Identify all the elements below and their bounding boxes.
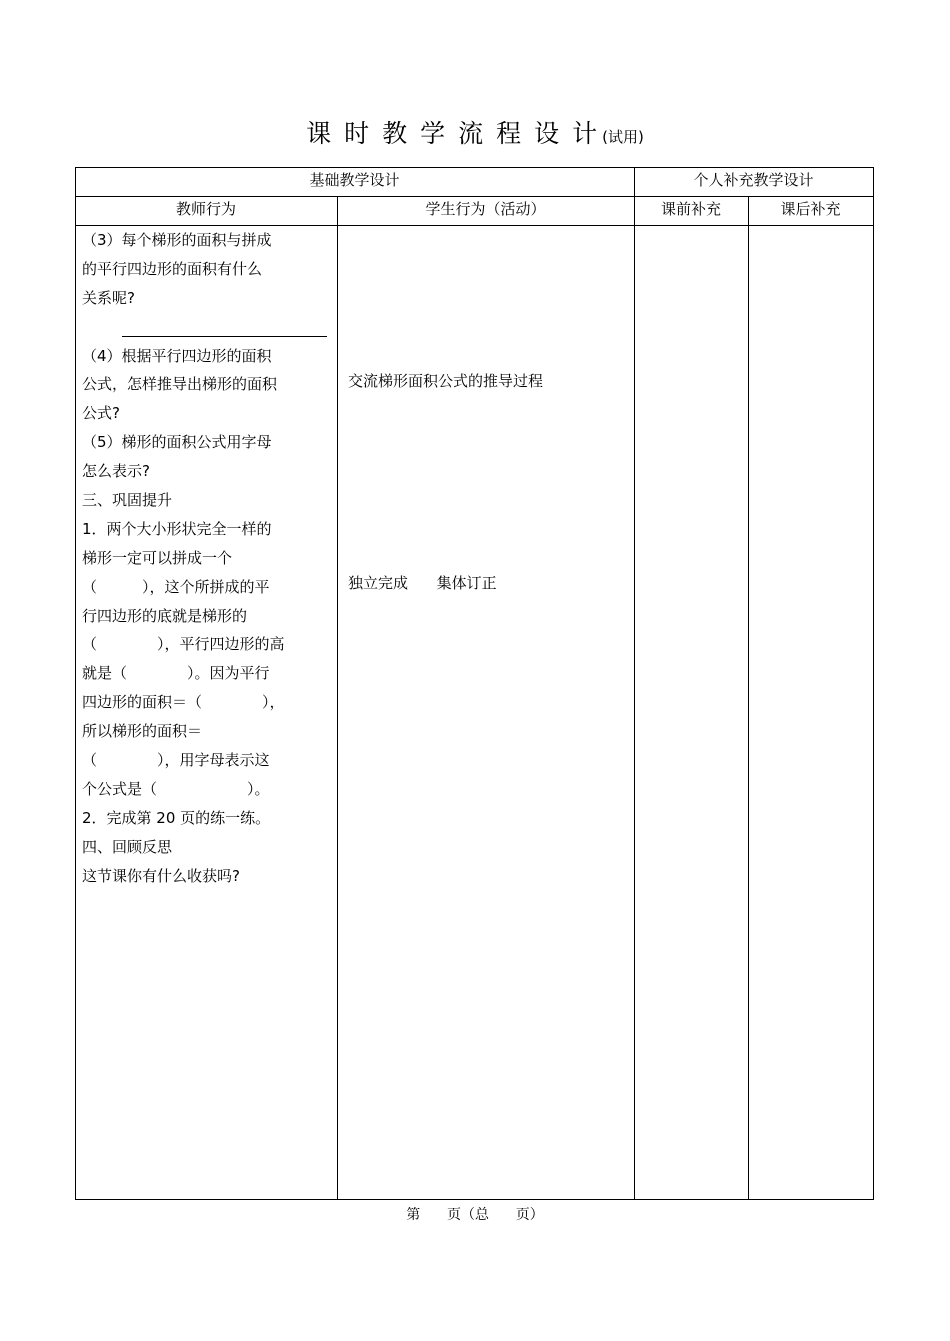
teacher-line: 所以梯形的面积＝ [82,722,203,741]
teacher-line: 四边形的面积＝（ ）， [82,693,285,712]
header-personal-design: 个人补充教学设计 [693,171,814,189]
header-post-class: 课后补充 [780,200,841,218]
page-footer: 第 页（总 页） [406,1207,544,1223]
header-pre-class: 课前补充 [660,200,721,218]
table-col-divider-1 [337,196,338,1200]
title-main: 课时教学流程设计 [306,119,611,148]
teacher-line: （ ），平行四边形的高 [82,635,285,654]
teacher-behavior-cell [82,226,334,890]
header-teacher-behavior: 教师行为 [175,200,236,218]
teacher-line: （ ），用字母表示这 [82,751,270,770]
teacher-line: （4）根据平行四边形的面积 [82,346,272,365]
header-basic-design: 基础教学设计 [309,171,400,189]
teacher-line: 怎么表示? [82,462,150,481]
teacher-line: （5）梯形的面积公式用字母 [82,433,272,452]
teacher-line: 1．两个大小形状完全一样的 [82,519,272,538]
teacher-line: 关系呢? [82,288,135,307]
teacher-line: 四、回顾反思 [82,837,173,856]
table-left-border [75,167,76,1200]
title-sub: (试用) [602,128,644,146]
page-title [0,116,950,155]
teacher-line: 的平行四边形的面积有什么 [82,259,263,278]
teacher-line: 2．完成第 20 页的练一练。 [82,808,271,827]
table-bottom-border [75,1199,874,1200]
teacher-line: （3）每个梯形的面积与拼成 [82,231,272,249]
teacher-line: 公式? [82,404,120,423]
teacher-line: （ ），这个所拼成的平 [82,577,270,596]
teacher-line: 三、巩固提升 [82,491,173,510]
teacher-line [82,313,334,342]
student-note-practice: 独立完成 集体订正 [348,574,497,592]
table-right-border [873,167,874,1200]
teacher-line: 公式，怎样推导出梯形的面积 [82,375,278,394]
teacher-line: 梯形一定可以拼成一个 [82,548,233,567]
student-note-derive: 交流梯形面积公式的推导过程 [348,372,544,390]
pre-class-supplement-cell [635,226,748,1199]
post-class-supplement-cell [749,226,873,1199]
teacher-line: 个公式是（ ）。 [82,779,270,798]
teacher-line: 就是（ ）。因为平行 [82,664,270,683]
header-student-behavior: 学生行为（活动） [425,200,546,218]
teacher-section-divider [122,336,327,337]
teacher-line: 行四边形的底就是梯形的 [82,606,248,625]
teacher-line: 这节课你有什么收获吗? [82,866,240,885]
